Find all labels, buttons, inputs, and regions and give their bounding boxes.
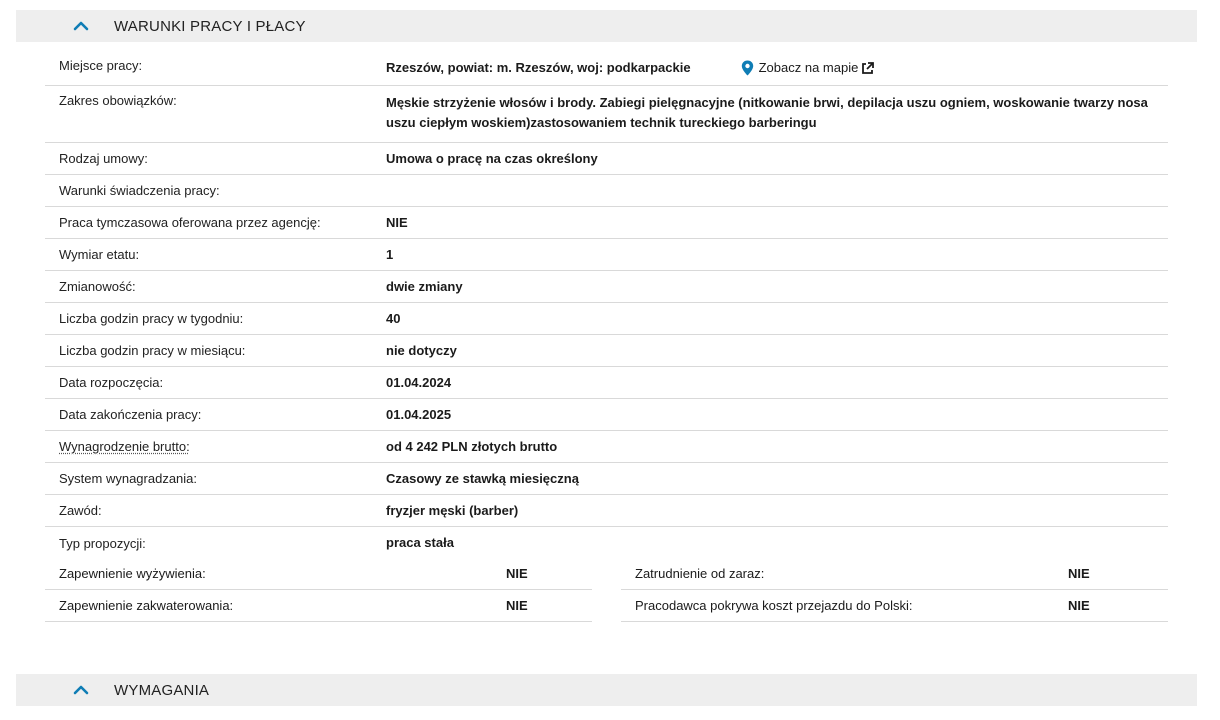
section-title: WARUNKI PRACY I PŁACY [114, 17, 306, 35]
row-label: Zapewnienie wyżywienia: [59, 566, 206, 581]
row-salary [45, 431, 1168, 463]
row-label: Warunki świadczenia pracy: [59, 183, 220, 198]
row-label: Praca tymczasowa oferowana przez agencję: [59, 215, 321, 230]
row-value: od 4 242 PLN złotych brutto [386, 438, 558, 454]
row-profession [45, 495, 1168, 527]
pair-meals [45, 558, 592, 590]
row-weekly-hours [45, 303, 1168, 335]
section-title: WYMAGANIA [114, 681, 210, 699]
row-label: System wynagradzania: [59, 471, 198, 486]
row-place [45, 52, 1168, 86]
row-label: Wymiar etatu: [59, 247, 140, 262]
row-start-date [45, 367, 1168, 399]
row-fte [45, 239, 1168, 271]
row-value [386, 58, 1168, 78]
row-label: Zatrudnienie od zaraz: [635, 566, 765, 581]
row-label: Rodzaj umowy: [59, 151, 148, 166]
chevron-up-icon[interactable] [73, 20, 89, 32]
row-value: NIE [1068, 598, 1090, 613]
row-pay-system [45, 463, 1168, 495]
row-value: 40 [386, 310, 401, 326]
row-value: Umowa o pracę na czas określony [386, 150, 598, 166]
map-link-label: Zobacz na mapie [758, 60, 859, 75]
row-value: 01.04.2025 [386, 406, 452, 422]
row-label: Data rozpoczęcia: [59, 375, 164, 390]
benefits-grid [45, 558, 1168, 622]
row-value: nie dotyczy [386, 342, 457, 358]
row-value: NIE [506, 598, 528, 613]
row-label: Zakres obowiązków: [59, 93, 177, 108]
salary-term[interactable]: Wynagrodzenie brutto: [59, 439, 190, 454]
row-value: Czasowy ze stawką miesięczną [386, 470, 579, 486]
row-monthly-hours [45, 335, 1168, 367]
row-scope [45, 86, 1168, 143]
section-header-work-conditions[interactable] [16, 10, 1197, 42]
external-link-icon [861, 62, 874, 75]
pair-immediate-start [621, 558, 1168, 590]
row-shifts [45, 271, 1168, 303]
row-label: Liczba godzin pracy w tygodniu: [59, 311, 244, 326]
row-value: Męskie strzyżenie włosów i brody. Zabiegi pielęgnacyjne (nitkowanie brwi, depilacja uszu ogniem, woskowanie twarzy nosa uszu ciepłym woskiem)zastosowaniem technik tureckiego barberingu [386, 95, 1148, 130]
row-label: Zawód: [59, 503, 102, 518]
map-link[interactable] [741, 58, 875, 78]
row-label: Typ propozycji: [59, 535, 146, 551]
row-label: Miejsce pracy: [59, 58, 143, 73]
row-value: 1 [386, 246, 394, 262]
section-header-requirements[interactable] [16, 674, 1197, 706]
row-offer-type [45, 527, 1168, 559]
work-conditions-list [45, 52, 1168, 559]
row-value: 01.04.2024 [386, 374, 452, 390]
row-label: Pracodawca pokrywa koszt przejazdu do Polski: [635, 598, 913, 613]
row-label [45, 439, 386, 454]
row-label: Data zakończenia pracy: [59, 407, 202, 422]
row-label: Liczba godzin pracy w miesiącu: [59, 343, 246, 358]
row-value: praca stała [386, 535, 454, 550]
row-value: NIE [506, 566, 528, 581]
row-work-conditions [45, 175, 1168, 207]
row-temp-agency [45, 207, 1168, 239]
row-value: NIE [386, 214, 408, 230]
chevron-up-icon[interactable] [73, 684, 89, 696]
row-value: dwie zmiany [386, 278, 463, 294]
place-value: Rzeszów, powiat: m. Rzeszów, woj: podkarpackie [386, 60, 691, 75]
row-value: NIE [1068, 566, 1090, 581]
row-label: Zapewnienie zakwaterowania: [59, 598, 234, 613]
row-value: fryzjer męski (barber) [386, 502, 519, 518]
row-label: Zmianowość: [59, 279, 136, 294]
row-end-date [45, 399, 1168, 431]
map-pin-icon [741, 60, 754, 76]
row-contract-type [45, 143, 1168, 175]
pair-accommodation [45, 590, 592, 622]
pair-travel-cost [621, 590, 1168, 622]
